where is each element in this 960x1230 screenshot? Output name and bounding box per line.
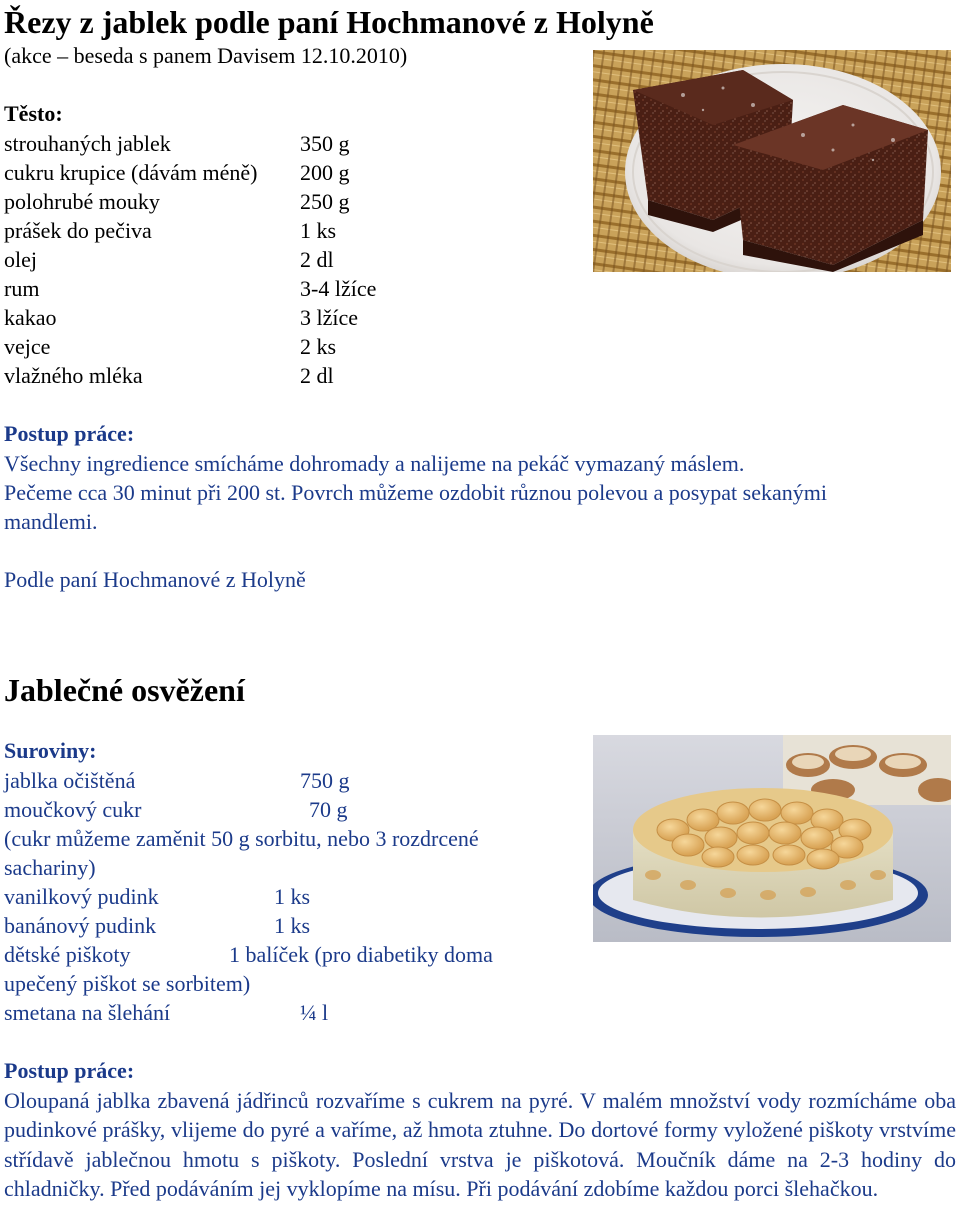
recipe2-title: Jablečné osvěžení bbox=[4, 672, 245, 708]
recipe1-method-line: mandlemi. bbox=[4, 509, 98, 534]
ingredient-qty: 3 lžíce bbox=[300, 305, 359, 330]
ingredient-qty: 2 dl bbox=[300, 363, 334, 388]
ingredient-name: polohrubé mouky bbox=[4, 189, 160, 214]
cake-slices-image bbox=[593, 50, 951, 272]
ingredient-name: olej bbox=[4, 247, 37, 272]
ingredient-name: rum bbox=[4, 276, 40, 301]
ingredient-qty: 1 ks bbox=[274, 913, 311, 938]
ingredient-qty: 750 g bbox=[300, 768, 350, 793]
apple-cake-image bbox=[593, 735, 951, 942]
ingredient-qty: 70 g bbox=[309, 797, 348, 822]
ingredient-note: sachariny) bbox=[4, 855, 96, 880]
ingredients-heading: Suroviny: bbox=[4, 738, 97, 763]
dough-heading: Těsto: bbox=[4, 101, 63, 126]
ingredient-name: cukru krupice (dávám méně) bbox=[4, 160, 258, 185]
ingredient-qty: 1 balíček (pro diabetiky doma bbox=[229, 942, 493, 967]
ingredient-qty: 1 ks bbox=[300, 218, 337, 243]
recipe2-method-heading: Postup práce: bbox=[4, 1058, 135, 1083]
ingredient-qty: 250 g bbox=[300, 189, 350, 214]
ingredient-name: smetana na šlehání bbox=[4, 1000, 171, 1025]
ingredient-qty: 200 g bbox=[300, 160, 350, 185]
ingredient-name: jablka očištěná bbox=[4, 768, 136, 793]
ingredient-name: vlažného mléka bbox=[4, 363, 143, 388]
recipe1-credit: Podle paní Hochmanové z Holyně bbox=[4, 567, 306, 592]
ingredient-qty: ¼ l bbox=[300, 1000, 329, 1025]
recipe1-photo bbox=[593, 50, 951, 272]
ingredient-note: (cukr můžeme zaměnit 50 g sorbitu, nebo 3 rozdrcené bbox=[4, 826, 479, 851]
ingredient-qty: 3-4 lžíce bbox=[300, 276, 377, 301]
ingredient-qty: 1 ks bbox=[274, 884, 311, 909]
ingredient-name: dětské piškoty bbox=[4, 942, 131, 967]
ingredient-name: prášek do pečiva bbox=[4, 218, 152, 243]
recipe1-method-line: Všechny ingredience smícháme dohromady a nalijeme na pekáč vymazaný máslem. bbox=[4, 451, 745, 476]
recipe2-photo bbox=[593, 735, 951, 942]
ingredient-qty: 2 dl bbox=[300, 247, 334, 272]
recipe1-title: Řezy z jablek podle paní Hochmanové z Holyně bbox=[4, 4, 654, 40]
ingredient-name: banánový pudink bbox=[4, 913, 157, 938]
ingredient-name: moučkový cukr bbox=[4, 797, 142, 822]
ingredient-qty: 2 ks bbox=[300, 334, 337, 359]
ingredient-name: vanilkový pudink bbox=[4, 884, 159, 909]
recipe2-method-text: Oloupaná jablka zbavená jádřinců rozvaříme s cukrem na pyré. V malém množství vody rozmícháme oba pudinkové prášky, vlijeme do pyré a vaříme, až hmota ztuhne. Do dortové formy vyložené piškoty vrstvíme střídavě jablečnou hmotu s piškoty. Poslední vrstva je piškotová. Moučník dáme na 2-3 hodiny do chladničky. Před podáváním jej vyklopíme na mísu. Při podávání zdobíme každou porci šlehačkou. bbox=[4, 1088, 956, 1202]
ingredient-note: upečený piškot se sorbitem) bbox=[4, 971, 251, 996]
ingredient-name: strouhaných jablek bbox=[4, 131, 171, 156]
ingredient-name: kakao bbox=[4, 305, 57, 330]
recipe1-subtitle: (akce – beseda s panem Davisem 12.10.2010) bbox=[4, 43, 408, 68]
recipe1-method-heading: Postup práce: bbox=[4, 421, 135, 446]
ingredient-name: vejce bbox=[4, 334, 51, 359]
ingredient-qty: 350 g bbox=[300, 131, 350, 156]
recipe1-method-line: Pečeme cca 30 minut při 200 st. Povrch můžeme ozdobit různou polevou a posypat sekanými bbox=[4, 480, 827, 505]
